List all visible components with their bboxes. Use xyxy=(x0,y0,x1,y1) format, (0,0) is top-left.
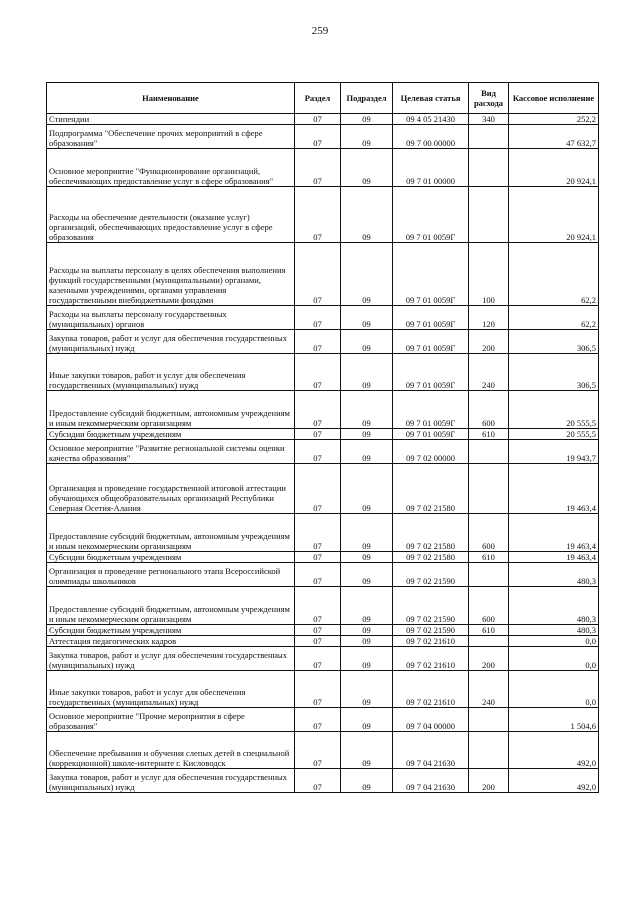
cell-name: Основное мероприятие "Прочие мероприятия в сфере образования" xyxy=(47,708,295,732)
cell-subsection: 09 xyxy=(341,149,393,187)
cell-section: 07 xyxy=(295,114,341,125)
cell-section: 07 xyxy=(295,391,341,429)
cell-subsection: 09 xyxy=(341,464,393,514)
page-number: 259 xyxy=(311,25,329,37)
cell-expense-kind: 100 xyxy=(469,243,509,306)
cell-section: 07 xyxy=(295,708,341,732)
cell-cash-execution: 306,5 xyxy=(509,330,599,354)
cell-subsection: 09 xyxy=(341,552,393,563)
cell-name: Основное мероприятие "Функционирование организаций, обеспечивающих предоставление услуг в сфере образования" xyxy=(47,149,295,187)
cell-section: 07 xyxy=(295,769,341,793)
cell-cash-execution: 20 924,1 xyxy=(509,149,599,187)
cell-expense-kind: 340 xyxy=(469,114,509,125)
cell-expense-kind: 200 xyxy=(469,330,509,354)
cell-section: 07 xyxy=(295,354,341,391)
cell-subsection: 09 xyxy=(341,625,393,636)
cell-section: 07 xyxy=(295,149,341,187)
cell-expense-kind xyxy=(469,440,509,464)
cell-subsection: 09 xyxy=(341,354,393,391)
cell-section: 07 xyxy=(295,330,341,354)
table-row xyxy=(47,708,599,732)
cell-expense-kind: 240 xyxy=(469,354,509,391)
cell-subsection: 09 xyxy=(341,306,393,330)
cell-section: 07 xyxy=(295,636,341,647)
cell-name: Закупка товаров, работ и услуг для обеспечения государственных (муниципальных) нужд xyxy=(47,647,295,671)
cell-section: 07 xyxy=(295,440,341,464)
cell-target-article: 09 7 01 0059Г xyxy=(393,429,469,440)
cell-section: 07 xyxy=(295,514,341,552)
cell-name: Расходы на выплаты персоналу государственных (муниципальных) органов xyxy=(47,306,295,330)
cell-target-article: 09 7 02 21580 xyxy=(393,552,469,563)
cell-name: Обеспечение пребывания и обучения слепых детей в специальной (коррекционной) школе-интернате г. Кисловодск xyxy=(47,732,295,769)
cell-cash-execution: 62,2 xyxy=(509,306,599,330)
cell-subsection: 09 xyxy=(341,563,393,587)
table-row xyxy=(47,625,599,636)
table-row xyxy=(47,587,599,625)
table-row xyxy=(47,429,599,440)
cell-section: 07 xyxy=(295,671,341,708)
cell-name: Предоставление субсидий бюджетным, автономным учреждениям и иным некоммерческим организациям xyxy=(47,587,295,625)
cell-expense-kind: 610 xyxy=(469,429,509,440)
cell-name: Субсидии бюджетным учреждениям xyxy=(47,552,295,563)
cell-expense-kind xyxy=(469,732,509,769)
cell-expense-kind: 240 xyxy=(469,671,509,708)
table-body xyxy=(47,114,599,793)
cell-section: 07 xyxy=(295,464,341,514)
cell-subsection: 09 xyxy=(341,514,393,552)
header-subsection: Подраздел xyxy=(341,83,393,114)
cell-name: Субсидии бюджетным учреждениям xyxy=(47,625,295,636)
cell-subsection: 09 xyxy=(341,636,393,647)
cell-cash-execution: 20 924,1 xyxy=(509,187,599,243)
cell-subsection: 09 xyxy=(341,125,393,149)
cell-subsection: 09 xyxy=(341,647,393,671)
cell-target-article: 09 7 01 0059Г xyxy=(393,187,469,243)
cell-section: 07 xyxy=(295,552,341,563)
cell-cash-execution: 0,0 xyxy=(509,636,599,647)
cell-section: 07 xyxy=(295,587,341,625)
table-row xyxy=(47,636,599,647)
cell-name: Стипендии xyxy=(47,114,295,125)
cell-cash-execution: 20 555,5 xyxy=(509,391,599,429)
cell-name: Организация и проведение регионального этапа Всероссийской олимпиады школьников xyxy=(47,563,295,587)
table-row xyxy=(47,647,599,671)
cell-expense-kind: 610 xyxy=(469,552,509,563)
table-row xyxy=(47,125,599,149)
cell-target-article: 09 7 01 0059Г xyxy=(393,306,469,330)
cell-section: 07 xyxy=(295,647,341,671)
cell-expense-kind: 610 xyxy=(469,625,509,636)
cell-section: 07 xyxy=(295,563,341,587)
cell-expense-kind: 120 xyxy=(469,306,509,330)
cell-target-article: 09 7 02 21580 xyxy=(393,514,469,552)
cell-section: 07 xyxy=(295,187,341,243)
cell-subsection: 09 xyxy=(341,587,393,625)
table-row xyxy=(47,187,599,243)
cell-name: Расходы на обеспечение деятельности (оказание услуг) организаций, обеспечивающих предоставление услуг в сфере образования xyxy=(47,187,295,243)
cell-cash-execution: 0,0 xyxy=(509,647,599,671)
cell-expense-kind xyxy=(469,125,509,149)
cell-name: Закупка товаров, работ и услуг для обеспечения государственных (муниципальных) нужд xyxy=(47,330,295,354)
cell-name: Организация и проведение государственной итоговой аттестации обучающихся общеобразовательных организаций Республики Северная Осетия-Алания xyxy=(47,464,295,514)
budget-table xyxy=(46,82,599,793)
cell-section: 07 xyxy=(295,243,341,306)
header-target-article: Целевая статья xyxy=(393,83,469,114)
cell-subsection: 09 xyxy=(341,769,393,793)
header-name: Наименование xyxy=(47,83,295,114)
table-row xyxy=(47,440,599,464)
cell-cash-execution: 19 943,7 xyxy=(509,440,599,464)
cell-subsection: 09 xyxy=(341,671,393,708)
cell-target-article: 09 7 02 21610 xyxy=(393,671,469,708)
cell-target-article: 09 7 02 21590 xyxy=(393,625,469,636)
cell-target-article: 09 7 04 21630 xyxy=(393,769,469,793)
cell-target-article: 09 7 02 21610 xyxy=(393,636,469,647)
cell-name: Аттестация педагогических кадров xyxy=(47,636,295,647)
cell-target-article: 09 7 02 00000 xyxy=(393,440,469,464)
cell-name: Иные закупки товаров, работ и услуг для обеспечения государственных (муниципальных) нужд xyxy=(47,354,295,391)
cell-cash-execution: 19 463,4 xyxy=(509,552,599,563)
cell-cash-execution: 480,3 xyxy=(509,563,599,587)
cell-cash-execution: 62,2 xyxy=(509,243,599,306)
cell-cash-execution: 1 504,6 xyxy=(509,708,599,732)
cell-name: Иные закупки товаров, работ и услуг для обеспечения государственных (муниципальных) нужд xyxy=(47,671,295,708)
table-row xyxy=(47,514,599,552)
cell-expense-kind xyxy=(469,187,509,243)
cell-subsection: 09 xyxy=(341,429,393,440)
table-header-row xyxy=(47,83,599,114)
table-row xyxy=(47,769,599,793)
table-row xyxy=(47,354,599,391)
cell-target-article: 09 7 01 0059Г xyxy=(393,330,469,354)
header-cash-execution: Кассовое исполнение xyxy=(509,83,599,114)
cell-target-article: 09 7 01 0059Г xyxy=(393,243,469,306)
cell-section: 07 xyxy=(295,732,341,769)
cell-cash-execution: 480,3 xyxy=(509,625,599,636)
table-row xyxy=(47,306,599,330)
cell-expense-kind xyxy=(469,464,509,514)
cell-cash-execution: 20 555,5 xyxy=(509,429,599,440)
cell-target-article: 09 4 05 21430 xyxy=(393,114,469,125)
cell-cash-execution: 47 632,7 xyxy=(509,125,599,149)
cell-target-article: 09 7 04 00000 xyxy=(393,708,469,732)
header-expense-kind: Вид расхода xyxy=(469,83,509,114)
cell-subsection: 09 xyxy=(341,114,393,125)
cell-target-article: 09 7 02 21590 xyxy=(393,587,469,625)
cell-expense-kind xyxy=(469,149,509,187)
cell-name: Подпрограмма "Обеспечение прочих мероприятий в сфере образования" xyxy=(47,125,295,149)
cell-subsection: 09 xyxy=(341,391,393,429)
cell-section: 07 xyxy=(295,306,341,330)
header-section: Раздел xyxy=(295,83,341,114)
cell-cash-execution: 0,0 xyxy=(509,671,599,708)
cell-subsection: 09 xyxy=(341,440,393,464)
cell-subsection: 09 xyxy=(341,187,393,243)
cell-expense-kind: 600 xyxy=(469,514,509,552)
table-row xyxy=(47,114,599,125)
cell-target-article: 09 7 02 21580 xyxy=(393,464,469,514)
cell-name: Закупка товаров, работ и услуг для обеспечения государственных (муниципальных) нужд xyxy=(47,769,295,793)
cell-name: Предоставление субсидий бюджетным, автономным учреждениям и иным некоммерческим организациям xyxy=(47,391,295,429)
cell-target-article: 09 7 04 21630 xyxy=(393,732,469,769)
table-row xyxy=(47,552,599,563)
cell-expense-kind xyxy=(469,563,509,587)
cell-expense-kind xyxy=(469,708,509,732)
cell-cash-execution: 492,0 xyxy=(509,732,599,769)
cell-cash-execution: 252,2 xyxy=(509,114,599,125)
cell-target-article: 09 7 01 0059Г xyxy=(393,354,469,391)
table-row xyxy=(47,391,599,429)
cell-expense-kind: 200 xyxy=(469,647,509,671)
cell-target-article: 09 7 01 00000 xyxy=(393,149,469,187)
table-row xyxy=(47,330,599,354)
cell-cash-execution: 19 463,4 xyxy=(509,514,599,552)
table-row xyxy=(47,243,599,306)
cell-target-article: 09 7 02 21590 xyxy=(393,563,469,587)
table-row xyxy=(47,563,599,587)
cell-section: 07 xyxy=(295,429,341,440)
cell-subsection: 09 xyxy=(341,708,393,732)
cell-target-article: 09 7 02 21610 xyxy=(393,647,469,671)
cell-subsection: 09 xyxy=(341,243,393,306)
cell-expense-kind: 600 xyxy=(469,587,509,625)
cell-expense-kind xyxy=(469,636,509,647)
cell-subsection: 09 xyxy=(341,732,393,769)
cell-cash-execution: 492,0 xyxy=(509,769,599,793)
cell-section: 07 xyxy=(295,625,341,636)
cell-name: Предоставление субсидий бюджетным, автономным учреждениям и иным некоммерческим организациям xyxy=(47,514,295,552)
cell-cash-execution: 480,3 xyxy=(509,587,599,625)
cell-name: Субсидии бюджетным учреждениям xyxy=(47,429,295,440)
cell-subsection: 09 xyxy=(341,330,393,354)
cell-cash-execution: 19 463,4 xyxy=(509,464,599,514)
cell-expense-kind: 600 xyxy=(469,391,509,429)
table-row xyxy=(47,671,599,708)
cell-target-article: 09 7 00 00000 xyxy=(393,125,469,149)
cell-section: 07 xyxy=(295,125,341,149)
cell-name: Расходы на выплаты персоналу в целях обеспечения выполнения функций государственными (муниципальными) органами, казенными учреждениями, органами управления государственными внебюджетными фондами xyxy=(47,243,295,306)
table-row xyxy=(47,149,599,187)
cell-cash-execution: 306,5 xyxy=(509,354,599,391)
cell-target-article: 09 7 01 0059Г xyxy=(393,391,469,429)
cell-expense-kind: 200 xyxy=(469,769,509,793)
cell-name: Основное мероприятие "Развитие региональной системы оценки качества образования" xyxy=(47,440,295,464)
table-row xyxy=(47,464,599,514)
table-row xyxy=(47,732,599,769)
